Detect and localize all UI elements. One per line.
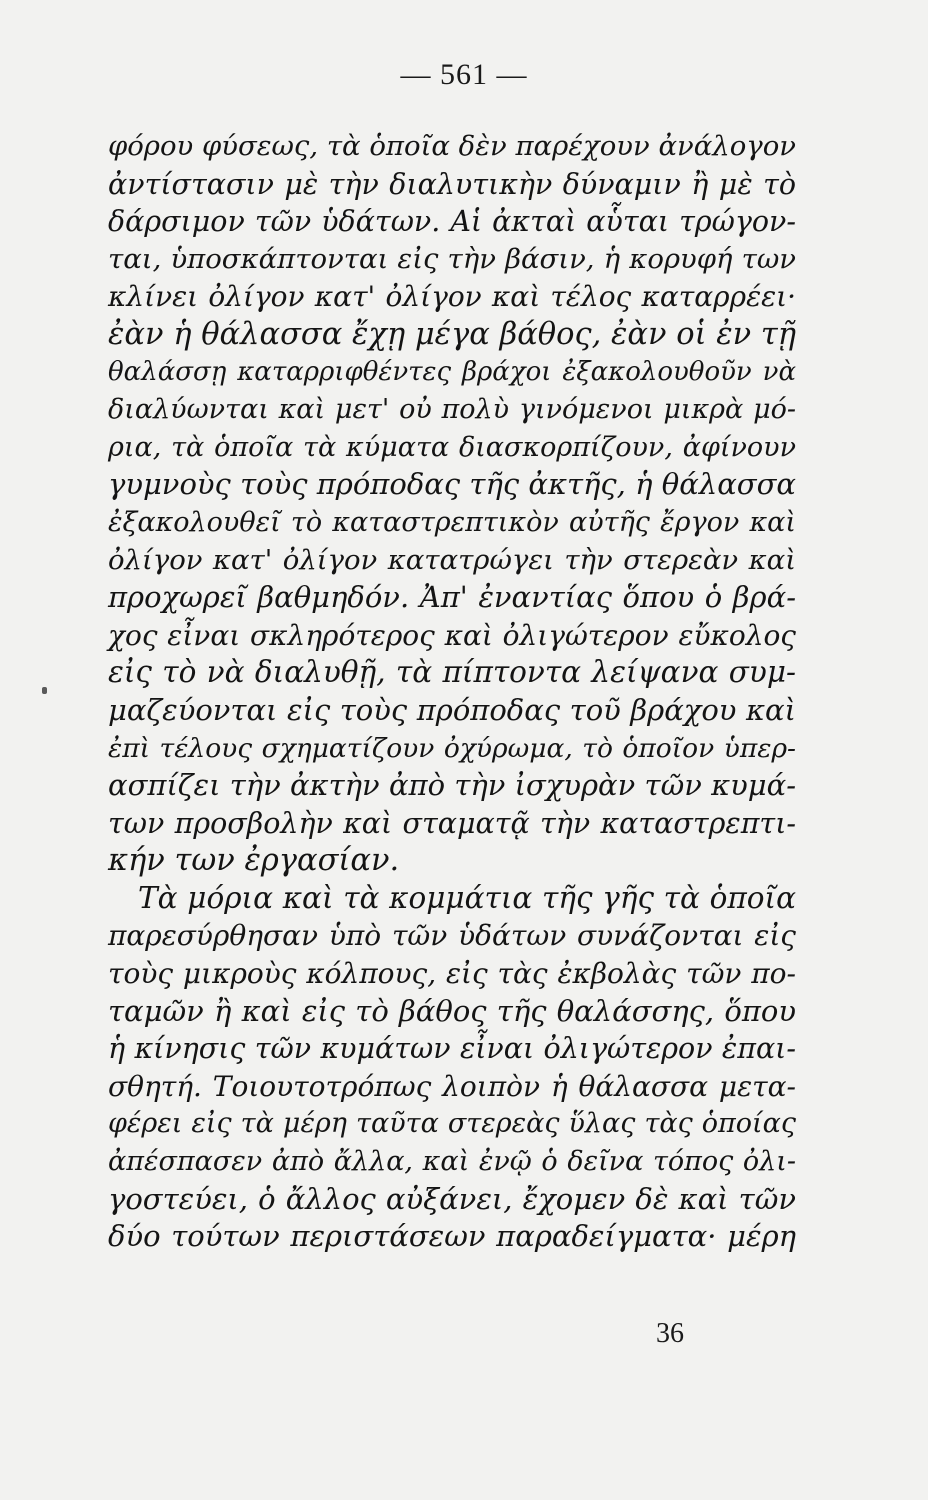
text-line: φέρει εἰς τὰ μέρη ταῦτα στερεὰς ὕλας τὰς ὁποίας (108, 1108, 796, 1140)
text-line: φόρου φύσεως, τὰ ὁποῖα δὲν παρέχουν ἀνάλογον (108, 130, 796, 162)
paragraph-end-line: κήν των ἐργασίαν. (108, 843, 400, 879)
text-line: χος εἶναι σκληρότερος καὶ ὀλιγώτερον εὔκολος (108, 618, 796, 652)
text-line: ἐὰν ἡ θάλασσα ἔχῃ μέγα βάθος, ἐὰν οἱ ἐν τῇ (108, 316, 796, 352)
text-line: γοστεύει, ὁ ἄλλος αὐξάνει, ἔχομεν δὲ καὶ τῶν (108, 1181, 796, 1216)
text-line: ταμῶν ἢ καὶ εἰς τὸ βάθος τῆς θαλάσσης, ὅπου (108, 993, 796, 1028)
text-line: ται, ὑποσκάπτονται εἰς τὴν βάσιν, ἡ κορυφή των (108, 242, 796, 275)
text-line: κλίνει ὀλίγον κατ' ὀλίγον καὶ τέλος καταρρέει· (108, 280, 796, 314)
text-line: παρεσύρθησαν ὑπὸ τῶν ὑδάτων συνάζονται εἰς (108, 919, 796, 953)
text-line: τοὺς μικροὺς κόλπους, εἰς τὰς ἐκβολὰς τῶν πο- (108, 957, 796, 991)
text-line: διαλύωνται καὶ μετ' οὐ πολὺ γινόμενοι μικρὰ μό- (108, 394, 796, 426)
text-line: γυμνοὺς τοὺς πρόποδας τῆς ἀκτῆς, ἡ θάλασσα (108, 467, 796, 502)
text-line: ασπίζει τὴν ἀκτὴν ἀπὸ τὴν ἰσχυρὰν τῶν κυμά- (108, 768, 796, 803)
body-text (108, 128, 796, 1256)
text-line: ἐξακολουθεῖ τὸ καταστρεπτικὸν αὐτῆς ἔργον καὶ (108, 506, 796, 538)
text-line: σθητή. Τοιουτοτρόπως λοιπὸν ἡ θάλασσα μετα- (108, 1069, 796, 1103)
signature-mark: 36 (656, 1318, 684, 1349)
text-line: ὀλίγον κατ' ὀλίγον κατατρώγει τὴν στερεὰν καὶ (108, 543, 796, 576)
text-line: εἰς τὸ νὰ διαλυθῇ, τὰ πίπτοντα λείψανα συμ- (108, 655, 796, 690)
text-line: ρια, τὰ ὁποῖα τὰ κύματα διασκορπίζουν, ἀφίνουν (108, 431, 796, 463)
text-line: δύο τούτων περιστάσεων παραδείγματα· μέρη (108, 1219, 796, 1254)
margin-ink-mark (42, 687, 47, 694)
text-line: ἀπέσπασεν ἀπὸ ἄλλα, καὶ ἐνῷ ὁ δεῖνα τόπος ὀλι- (108, 1146, 796, 1178)
paragraph-start-line: Τὰ μόρια καὶ τὰ κομμάτια τῆς γῆς τὰ ὁποῖα (138, 880, 796, 915)
text-line: ἐπὶ τέλους σχηματίζουν ὀχύρωμα, τὸ ὁποῖον ὑπερ- (108, 732, 796, 764)
page-number-header: — 561 — (400, 58, 528, 91)
text-line: δάρσιμον τῶν ὑδάτων. Αἱ ἀκταὶ αὗται τρώγον- (108, 205, 796, 239)
text-line: ἡ κίνησις τῶν κυμάτων εἶναι ὀλιγώτερον ἐπαι- (108, 1032, 796, 1066)
text-line: ἀντίστασιν μὲ τὴν διαλυτικὴν δύναμιν ἢ μὲ τὸ (108, 167, 796, 201)
text-line: θαλάσσῃ καταρριφθέντες βράχοι ἐξακολουθοῦν νὰ (108, 356, 796, 387)
text-line: των προσβολὴν καὶ σταματᾷ τὴν καταστρεπτι- (108, 806, 796, 840)
text-line: μαζεύονται εἰς τοὺς πρόποδας τοῦ βράχου καὶ (108, 692, 796, 727)
text-line: προχωρεῖ βαθμηδόν. Ἀπ' ἐναντίας ὅπου ὁ βρά- (108, 580, 796, 615)
